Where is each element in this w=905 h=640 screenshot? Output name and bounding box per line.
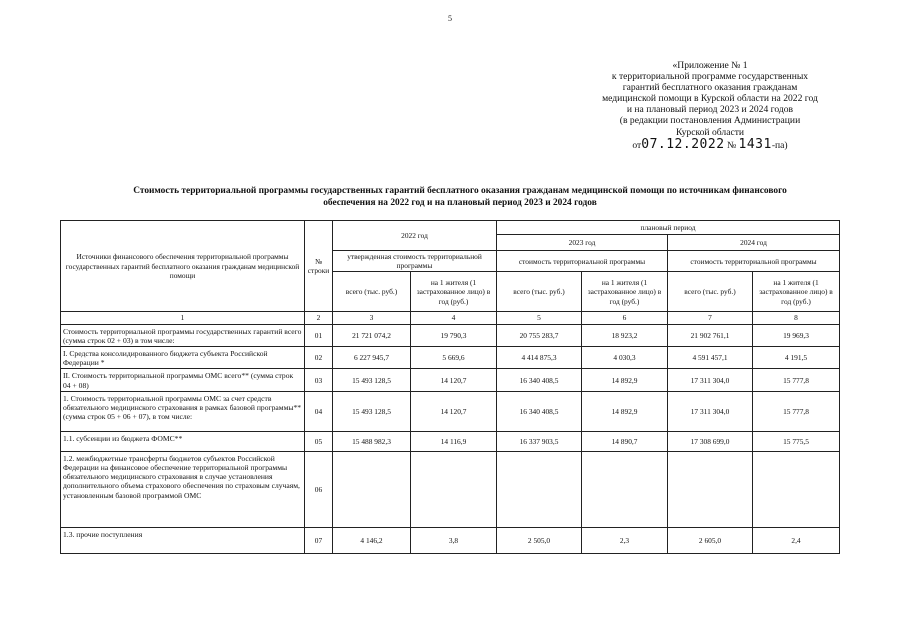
ordinance-date: 07.12.2022 xyxy=(641,136,725,152)
header-year-2023: 2023 год xyxy=(497,235,668,251)
value-2024-per-capita xyxy=(753,451,840,527)
row-code: 02 xyxy=(305,347,333,369)
table-row xyxy=(61,527,840,553)
value-2023-total: 4 414 875,3 xyxy=(497,347,582,369)
appendix-line: и на плановый период 2023 и 2024 годов xyxy=(626,104,794,116)
column-number: 8 xyxy=(753,312,840,324)
value-2024-total: 17 311 304,0 xyxy=(668,369,753,391)
document-title-line: обеспечения на 2022 год и на плановый период 2023 и 2024 годов xyxy=(323,198,597,208)
value-2024-per-capita: 15 775,5 xyxy=(753,431,840,451)
column-number: 2 xyxy=(305,312,333,324)
table-row xyxy=(61,431,840,451)
table-row xyxy=(61,347,840,369)
header-per-capita: на 1 жителя (1 застрахованное лицо) в год (руб.) xyxy=(582,272,668,312)
row-source: 1.3. прочие поступления xyxy=(61,527,305,553)
header-year-2022: 2022 год xyxy=(333,221,497,251)
value-2024-total: 4 591 457,1 xyxy=(668,347,753,369)
value-2022-per-capita: 14 116,9 xyxy=(411,431,497,451)
appendix-block xyxy=(560,60,860,151)
appendix-line: «Приложение № 1 xyxy=(672,60,748,71)
value-2024-per-capita: 4 191,5 xyxy=(753,347,840,369)
row-code: 03 xyxy=(305,369,333,391)
header-cost-2023: стоимость территориальной программы xyxy=(497,251,668,272)
value-2022-per-capita: 14 120,7 xyxy=(411,391,497,431)
value-2022-total: 15 493 128,5 xyxy=(333,391,411,431)
value-2023-per-capita: 4 030,3 xyxy=(582,347,668,369)
header-source: Источники финансового обеспечения территориальной программы государственных гарантий бесплатного оказания гражданам медицинской помощи xyxy=(61,221,305,312)
value-2023-per-capita: 18 923,2 xyxy=(582,324,668,346)
table-row xyxy=(61,324,840,346)
value-2022-total: 15 488 982,3 xyxy=(333,431,411,451)
value-2023-total: 20 755 283,7 xyxy=(497,324,582,346)
row-code: 07 xyxy=(305,527,333,553)
value-2023-total: 2 505,0 xyxy=(497,527,582,553)
value-2024-per-capita: 2,4 xyxy=(753,527,840,553)
column-number: 7 xyxy=(668,312,753,324)
value-2023-per-capita: 2,3 xyxy=(582,527,668,553)
ordinance-reference xyxy=(560,136,860,152)
header-total: всего (тыс. руб.) xyxy=(497,272,582,312)
appendix-line: к территориальной программе государственных xyxy=(611,71,809,83)
value-2023-total: 16 340 408,5 xyxy=(497,391,582,431)
ordinance-from: от xyxy=(632,139,642,151)
header-per-capita: на 1 жителя (1 застрахованное лицо) в год (руб.) xyxy=(411,272,497,312)
value-2023-total xyxy=(497,451,582,527)
row-source: I. Средства консолидированного бюджета субъекта Российской Федерации * xyxy=(61,347,305,369)
value-2024-total: 17 308 699,0 xyxy=(668,431,753,451)
appendix-line: (в редакции постановления Администрации xyxy=(619,115,801,127)
value-2022-per-capita: 5 669,6 xyxy=(411,347,497,369)
header-approved-cost: утвержденная стоимость территориальной программы xyxy=(333,251,497,272)
column-number: 4 xyxy=(411,312,497,324)
value-2023-per-capita: 14 892,9 xyxy=(582,369,668,391)
header-total: всего (тыс. руб.) xyxy=(668,272,753,312)
header-planned-period: плановый период xyxy=(497,221,840,235)
header-per-capita: на 1 жителя (1 застрахованное лицо) в год (руб.) xyxy=(753,272,840,312)
value-2024-total xyxy=(668,451,753,527)
value-2022-total: 4 146,2 xyxy=(333,527,411,553)
document-title-line: Стоимость территориальной программы государственных гарантий бесплатного оказания гражданам медицинской помощи по источникам финансового xyxy=(133,186,787,196)
header-cost-2024: стоимость территориальной программы xyxy=(668,251,840,272)
row-source: II. Стоимость территориальной программы ОМС всего** (сумма строк 04 + 08) xyxy=(61,369,305,391)
row-code: 06 xyxy=(305,451,333,527)
page-number: 5 xyxy=(448,14,452,23)
table-row xyxy=(61,451,840,527)
value-2022-per-capita: 3,8 xyxy=(411,527,497,553)
value-2024-per-capita: 15 777,8 xyxy=(753,369,840,391)
value-2022-total: 15 493 128,5 xyxy=(333,369,411,391)
column-number: 5 xyxy=(497,312,582,324)
value-2023-per-capita xyxy=(582,451,668,527)
value-2024-per-capita: 15 777,8 xyxy=(753,391,840,431)
value-2022-total: 21 721 074,2 xyxy=(333,324,411,346)
row-code: 01 xyxy=(305,324,333,346)
row-code: 05 xyxy=(305,431,333,451)
document-title xyxy=(70,185,850,209)
row-source: 1.2. межбюджетные трансферты бюджетов субъектов Российской Федерации на финансовое обеспечение территориальной программы обязательного медицинского страхования в случае установления дополнительного объема страхового обеспечения по страховым случаям, установленным базовой программой ОМС xyxy=(61,451,305,527)
value-2024-per-capita: 19 969,3 xyxy=(753,324,840,346)
table-row xyxy=(61,391,840,431)
table-row xyxy=(61,369,840,391)
appendix-line: Курской области xyxy=(675,126,745,138)
value-2024-total: 2 605,0 xyxy=(668,527,753,553)
value-2023-per-capita: 14 892,9 xyxy=(582,391,668,431)
ordinance-number: 1431 xyxy=(738,136,772,152)
header-row-number: № строки xyxy=(305,221,333,312)
header-total: всего (тыс. руб.) xyxy=(333,272,411,312)
ordinance-number-sign: № xyxy=(726,139,737,151)
column-number: 6 xyxy=(582,312,668,324)
value-2022-total: 6 227 945,7 xyxy=(333,347,411,369)
value-2022-per-capita: 19 790,3 xyxy=(411,324,497,346)
value-2023-total: 16 340 408,5 xyxy=(497,369,582,391)
cost-table xyxy=(60,220,840,554)
ordinance-suffix: -па) xyxy=(771,139,788,151)
row-source: Стоимость территориальной программы государственных гарантий всего (сумма строк 02 + 03) в том числе: xyxy=(61,324,305,346)
value-2022-total xyxy=(333,451,411,527)
value-2023-per-capita: 14 890,7 xyxy=(582,431,668,451)
value-2022-per-capita xyxy=(411,451,497,527)
appendix-line: медицинской помощи в Курской области на 2022 год xyxy=(602,93,818,105)
row-code: 04 xyxy=(305,391,333,431)
row-source: 1. Стоимость территориальной программы ОМС за счет средств обязательного медицинского страхования в рамках базовой программы** (сумма строк 05 + 06 + 07), в том числе: xyxy=(61,391,305,431)
value-2024-total: 21 902 761,1 xyxy=(668,324,753,346)
value-2022-per-capita: 14 120,7 xyxy=(411,369,497,391)
column-number: 1 xyxy=(61,312,305,324)
column-number: 3 xyxy=(333,312,411,324)
value-2023-total: 16 337 903,5 xyxy=(497,431,582,451)
value-2024-total: 17 311 304,0 xyxy=(668,391,753,431)
appendix-line: гарантий бесплатного оказания гражданам xyxy=(622,82,798,94)
header-year-2024: 2024 год xyxy=(668,235,840,251)
row-source: 1.1. субсенции из бюджета ФОМС** xyxy=(61,431,305,451)
